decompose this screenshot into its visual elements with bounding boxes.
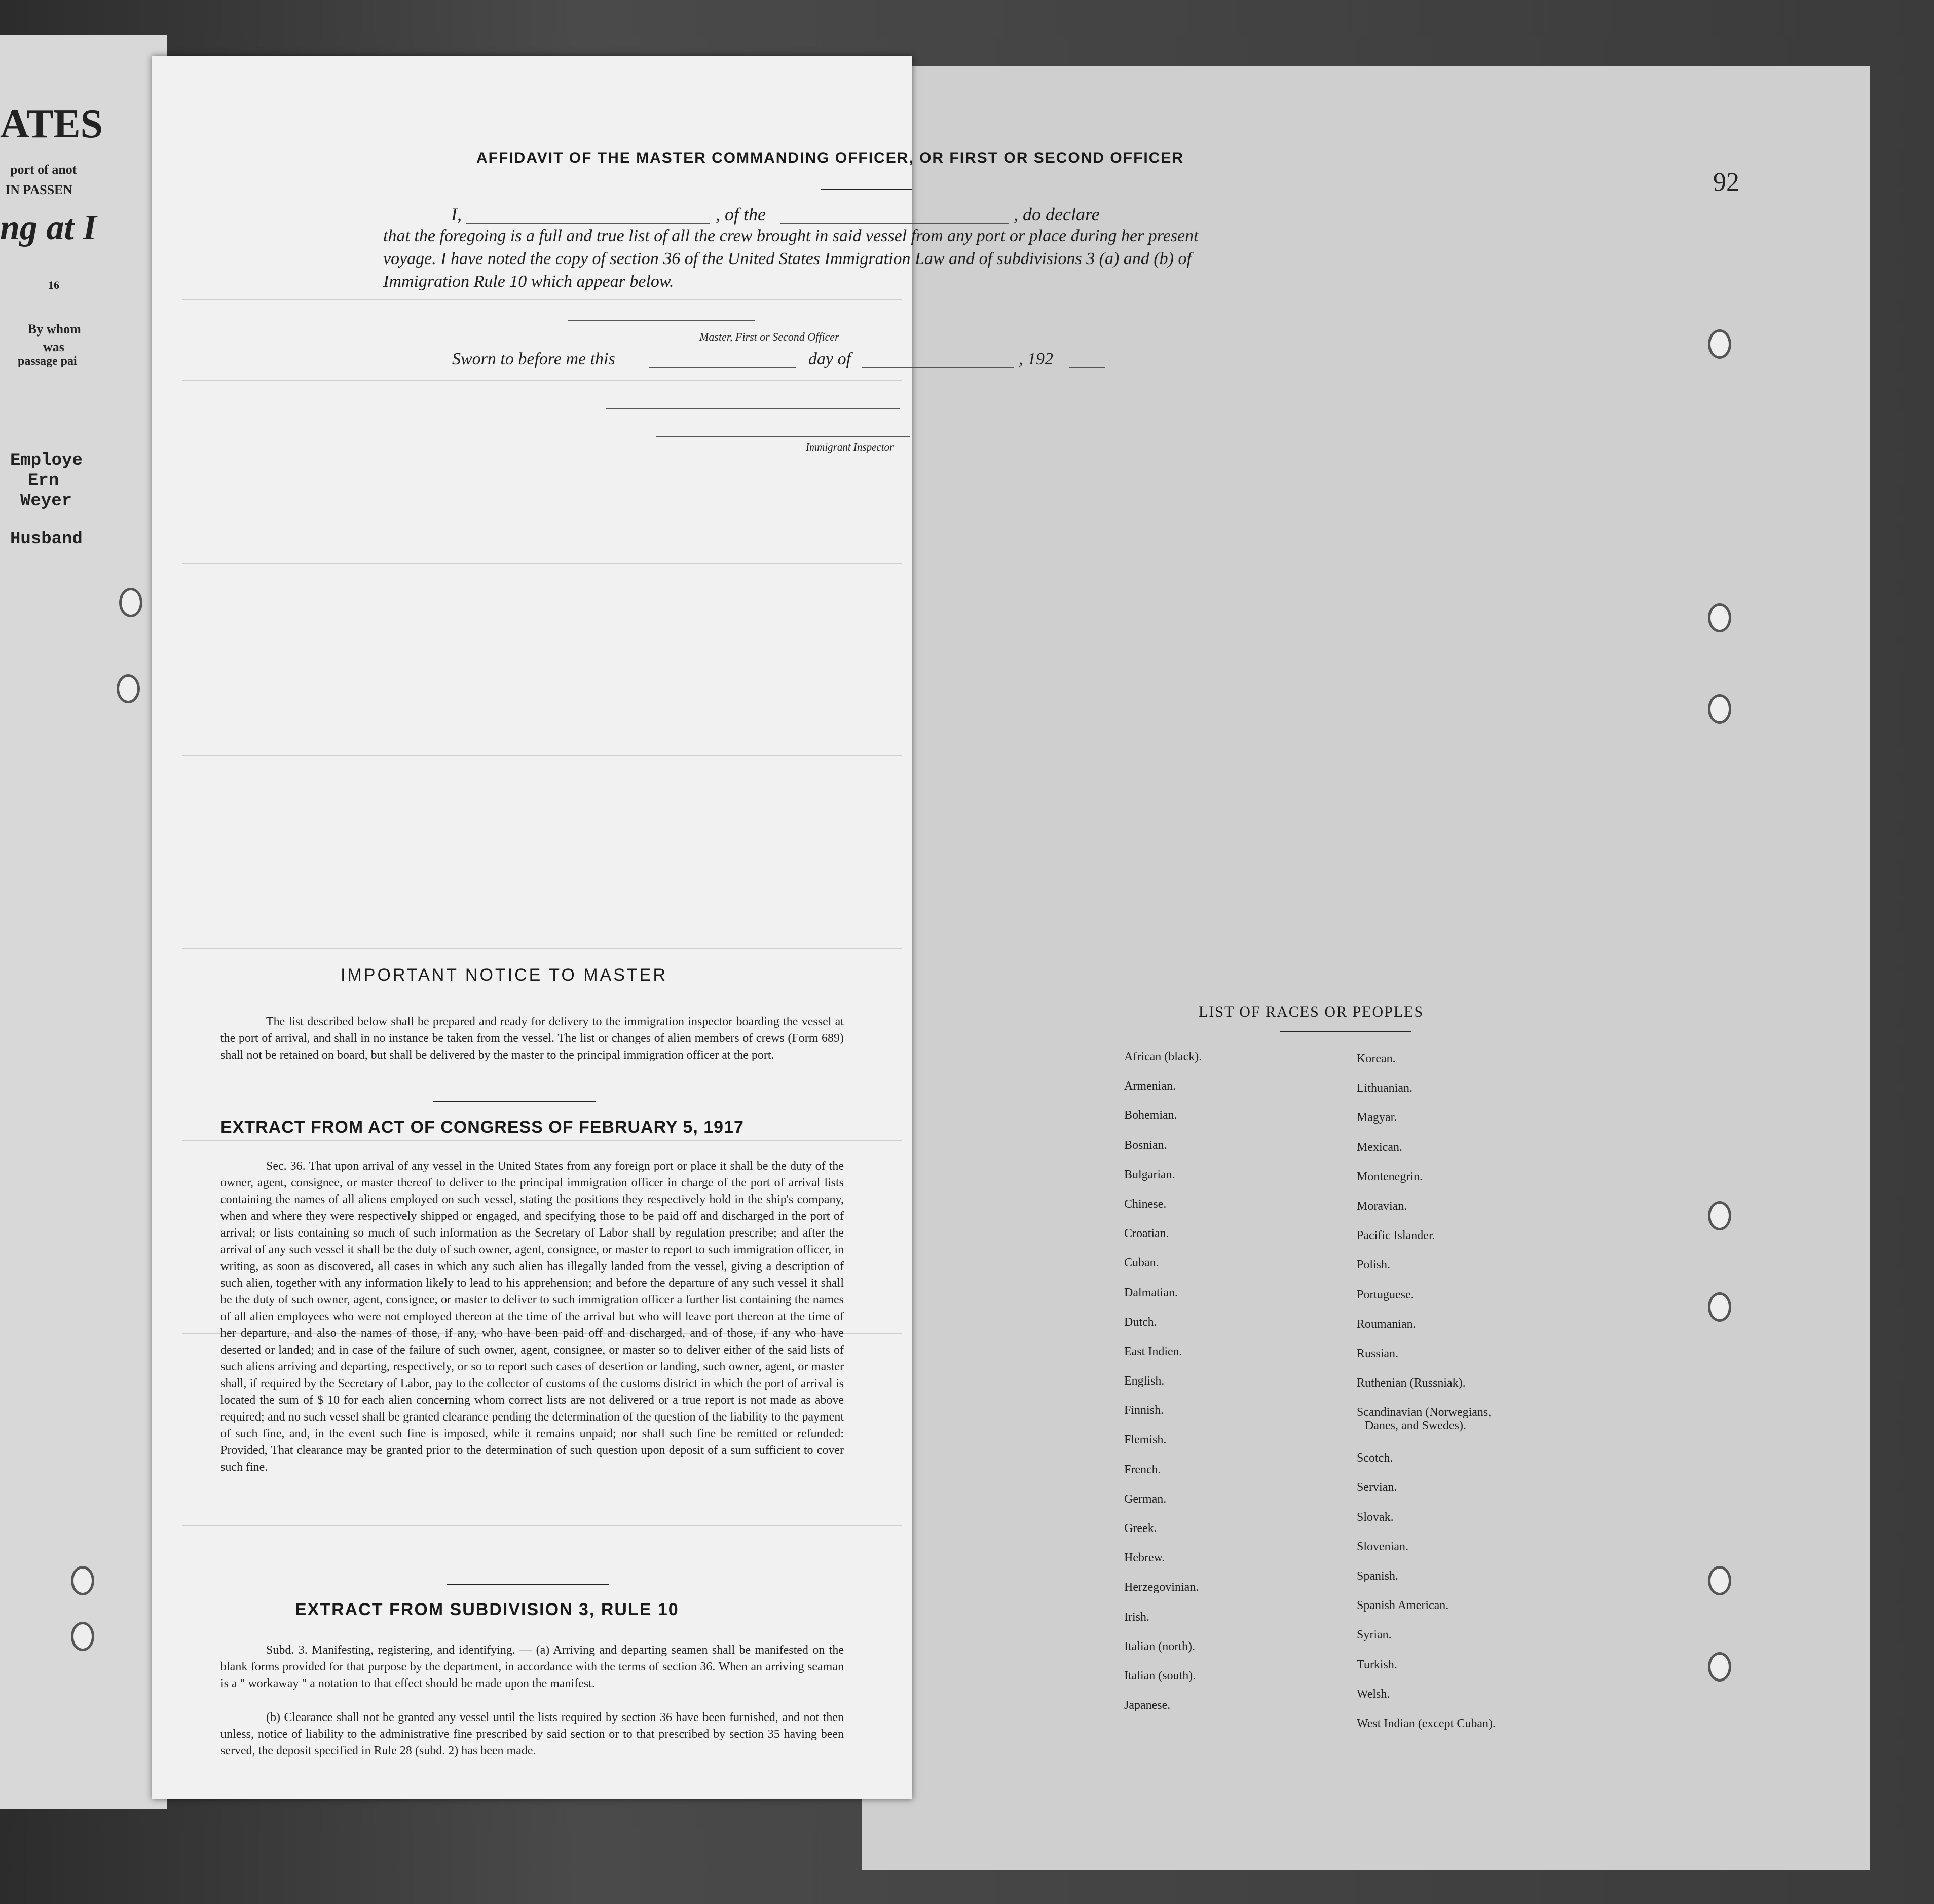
name-blank [466,223,710,224]
rule-para-a: Subd. 3. Manifesting, registering, and identifying. — (a) Arriving and departing seamen shall be manifested on the blank forms provided for that purpose by the department, in accordance with the terms of section 36. When an arriving seaman is a " workaway " a notation to that effect should be made upon the manifest. [220,1644,844,1690]
sworn-month-blank [862,367,1014,368]
race-item: German. [1124,1492,1167,1506]
race-item [1357,1406,1496,1451]
race-item: Chinese. [1124,1197,1167,1211]
affidavit-line1-i: I, [451,204,462,225]
race-item: Cuban. [1124,1256,1159,1270]
race-item: Dutch. [1124,1315,1157,1329]
race-item: Polish. [1357,1258,1391,1272]
races-right-column [1357,1052,1496,1746]
edge-fragment: Weyer [20,492,72,511]
race-item: Slovak. [1357,1510,1394,1524]
affidavit-line1-of-the: , of the [716,204,766,225]
races-title: LIST OF RACES OR PEOPLES [1199,1003,1424,1020]
affidavit-line1-declare: , do declare [1014,204,1100,225]
race-item: Herzegovinian. [1124,1581,1199,1594]
race-item: Slovenian. [1357,1540,1408,1553]
notice-divider [433,1101,596,1102]
rule-para-b: (b) Clearance shall not be granted any vessel until the lists required by section 36 have been furnished, and not then unless, notice of liability to the administrative fine prescribed by said section or to that prescribed by section 35 having been served, the deposit specified in Rule 28 (subd. 2) has been made. [220,1711,844,1758]
race-item: Hebrew. [1124,1551,1165,1565]
race-item: Welsh. [1357,1687,1390,1701]
edge-fragment: Employe [10,451,83,470]
race-item: English. [1124,1374,1165,1388]
race-item: East Indien. [1124,1345,1182,1358]
race-item: Roumanian. [1357,1317,1416,1331]
edge-fragment: passage pai [18,355,77,368]
affidavit-line2: that the foregoing is a full and true list of all the crew brought in said vessel from any port or place during her present [383,227,1199,245]
race-item: Pacific Islander. [1357,1229,1435,1243]
race-item: Irish. [1124,1610,1149,1624]
punch-hole [1708,603,1731,632]
race-item: Japanese. [1124,1699,1171,1712]
edge-fragment: ng at I [0,208,97,247]
punch-hole [1708,1292,1731,1322]
race-item: Portuguese. [1357,1288,1414,1301]
punch-hole [1708,1201,1731,1230]
race-item: Flemish. [1124,1433,1167,1447]
vessel-blank [780,223,1009,224]
punch-hole [117,674,140,703]
sworn-day-blank [649,367,796,368]
page-number: 92 [1713,168,1739,197]
race-item: Greek. [1124,1522,1157,1535]
race-item-line: Scandinavian (Norwegians, [1357,1406,1492,1420]
act-divider [447,1584,609,1585]
affidavit-title: AFFIDAVIT OF THE MASTER COMMANDING OFFICER, OR FIRST OR SECOND OFFICER [476,150,1184,166]
edge-fragment: was [43,340,64,354]
inspector-signature-line [606,408,900,409]
race-item: Lithuanian. [1357,1081,1412,1095]
race-item: Spanish American. [1357,1599,1449,1613]
master-signature-line-visible [568,320,755,321]
punch-hole [71,1566,94,1595]
race-item: Korean. [1357,1052,1396,1065]
race-item: Bohemian. [1124,1109,1177,1123]
races-title-underline [1280,1031,1411,1032]
edge-fragment: 16 [48,279,59,291]
edge-fragment: port of anot [10,162,77,177]
race-item: West Indian (except Cuban). [1357,1716,1496,1730]
master-signature-label: Master, First or Second Officer [699,330,839,343]
race-item: Bosnian. [1124,1138,1167,1152]
affidavit-form-page [152,56,1496,1799]
rule-title: EXTRACT FROM SUBDIVISION 3, RULE 10 [295,1600,679,1619]
race-item: Syrian. [1357,1628,1392,1642]
race-item: Servian. [1357,1481,1397,1495]
race-item: Scotch. [1357,1451,1393,1465]
race-item: Croatian. [1124,1227,1169,1241]
edge-fragment: Husband [10,530,83,549]
title-underline [821,189,912,190]
race-item: Bulgarian. [1124,1168,1175,1181]
affidavit-line4: Immigration Rule 10 which appear below. [383,272,674,291]
race-item: Ruthenian (Russniak). [1357,1376,1466,1390]
races-left-column [1124,1050,1202,1728]
punch-hole [1708,1566,1731,1595]
punch-hole [1708,694,1731,724]
race-item: Montenegrin. [1357,1170,1423,1183]
race-item: Mexican. [1357,1140,1402,1154]
notice-body: The list described below shall be prepared and ready for delivery to the immigration inspector boarding the vessel at the port of arrival, and shall in no instance be taken from the vessel. The list or changes of alien members of crews (Form 689) shall not be retained on board, but shall be delivered by the master to the principal immigration officer at the port. [220,1015,844,1062]
sworn-day-of: day of [808,350,851,368]
punch-hole [1708,1652,1731,1682]
notice-title: IMPORTANT NOTICE TO MASTER [341,965,667,985]
punch-hole [1708,329,1731,359]
sworn-text: Sworn to before me this [452,350,615,368]
race-item: Moravian. [1357,1199,1407,1213]
punch-hole [71,1622,94,1651]
sworn-year-blank [1069,367,1105,368]
race-item: French. [1124,1463,1161,1476]
inspector-signature-line-2 [656,436,910,437]
underlying-page-left [0,35,167,1809]
race-item: Finnish. [1124,1404,1164,1417]
sworn-year: , 192 [1019,350,1053,368]
edge-fragment: ATES [0,102,103,146]
race-item: Italian (south). [1124,1669,1196,1683]
edge-fragment: Ern [28,471,59,491]
race-item: Russian. [1357,1347,1399,1360]
race-item: Magyar. [1357,1111,1397,1125]
race-item: Italian (north). [1124,1639,1195,1653]
race-item: Armenian. [1124,1079,1176,1093]
edge-fragment: By whom [28,322,81,337]
act-body: Sec. 36. That upon arrival of any vessel in the United States from any foreign port or place it shall be the duty of the owner, agent, consignee, or master thereof to deliver to the principal immigration officer in charge of the port of arrival lists containing the names of all aliens employed on such vessel, stating the positions they respectively hold in the ship's company, when and where they were respectively shipped or engaged, and specifying those to be paid off and discharged in the port of arrival; or lists containing so much of such information as the Secretary of Labor shall by regulation prescribe; and after the arrival of any such vessel it shall be the duty of such owner, agent, consignee, or master to report to such immigration officer, in writing, as soon as discovered, all cases in which any such alien has illegally landed from the vessel, giving a description of such alien, together with any information likely to lead to his apprehension; and before the departure of any such vessel it shall be the duty of such owner, agent, consignee, or master to deliver to such immigration officer a further list containing the names of all alien employees who were not employed thereon at the time of the arrival but who will leave port thereon at the time of her departure, and also the names of those, if any, who have been paid off and discharged, and of those, if any who have deserted or landed; and in case of the failure of such owner, agent, consignee, or master so to deliver either of the said lists of such aliens arriving and departing, respectively, or so to report such cases of desertion or landing, such owner, agent, or master shall, if required by the Secretary of Labor, pay to the collector of customs of the customs district in which the port of arrival is located the sum of $ 10 for each alien concerning whom correct lists are not delivered or a true report is not made as above required; and no such vessel shall be granted clearance pending the determination of the question of the liability to the payment of such fine, and, in the event such fine is imposed, while it remains unpaid; nor shall such fine be remitted or refunded: Provided, That clearance may be granted prior to the determination of such question upon deposit of a sum sufficient to cover such fine. [220,1160,844,1474]
affidavit-line3: voyage. I have noted the copy of section 36 of the United States Immigration Law and of subdivisions 3 (a) and (b) of [383,249,1192,268]
punch-hole [119,588,142,617]
edge-fragment: IN PASSEN [5,182,73,197]
inspector-label: Immigrant Inspector [806,441,894,453]
race-item: Spanish. [1357,1570,1399,1583]
race-item-line: Danes, and Swedes). [1365,1419,1466,1433]
race-item: Dalmatian. [1124,1286,1178,1299]
race-item: African (black). [1124,1050,1202,1063]
race-item: Turkish. [1357,1658,1397,1671]
act-title: EXTRACT FROM ACT OF CONGRESS OF FEBRUARY 5, 1917 [220,1117,744,1137]
